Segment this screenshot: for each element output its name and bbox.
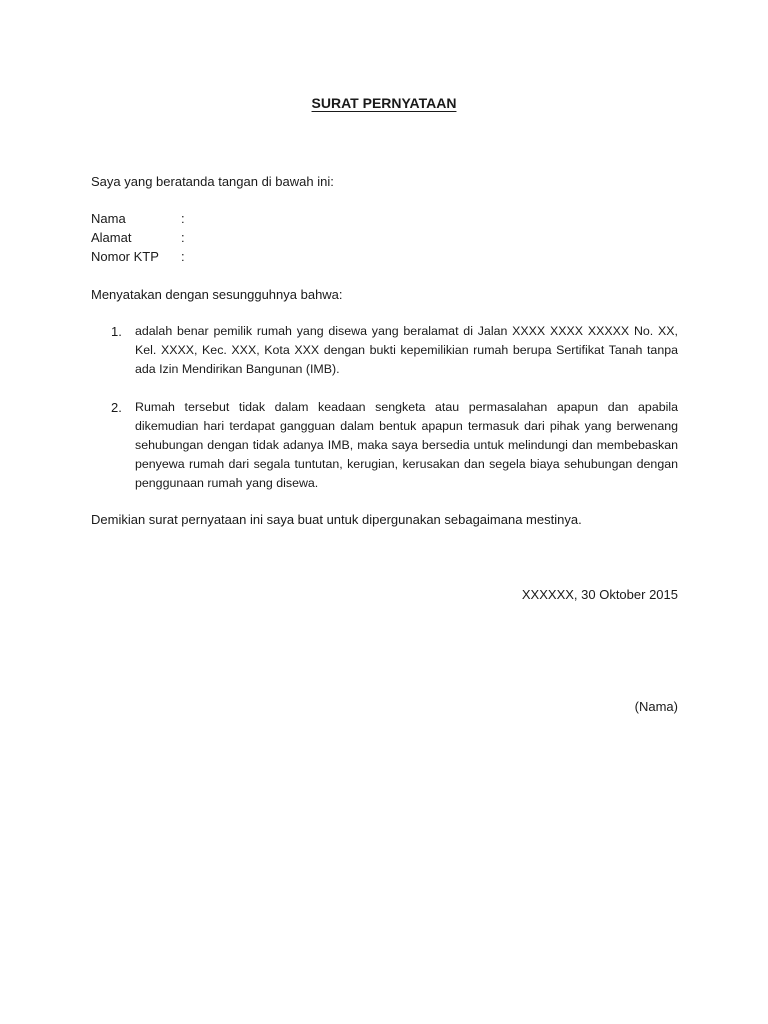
- signature-name: (Nama): [634, 699, 678, 714]
- field-colon: :: [181, 230, 185, 245]
- field-row-nama: [91, 209, 201, 228]
- list-item-text: Rumah tersebut tidak dalam keadaan sengketa atau permasalahan apapun dan apabila dikemudian hari terdapat gangguan dalam bentuk apapun termasuk dari pihak yang berwenang sehubungan dengan tidak adanya IMB, maka saya bersedia untuk melindungi dan membebaskan penyewa rumah dari segala tuntutan, kerugian, kerusakan dan segela biaya sehubungan dengan penggunaan rumah yang disewa.: [135, 400, 678, 490]
- list-item-number-wrap: [91, 398, 135, 493]
- field-label: Alamat: [91, 230, 132, 245]
- field-row-alamat: [91, 228, 201, 247]
- field-label: Nomor KTP: [91, 249, 159, 264]
- list-item-number-wrap: [91, 322, 135, 379]
- field-row-nomor-ktp: [91, 247, 201, 266]
- date-line: XXXXXX, 30 Oktober 2015: [521, 587, 678, 602]
- intro-text: Saya yang beratanda tangan di bawah ini:: [91, 174, 334, 189]
- document-title: [0, 94, 768, 113]
- field-label: Nama: [91, 211, 126, 226]
- identity-fields: [91, 209, 201, 266]
- statement-text: Menyatakan dengan sesungguhnya bahwa:: [91, 287, 343, 302]
- document-title-text: SURAT PERNYATAAN: [311, 95, 457, 111]
- field-colon: :: [181, 211, 185, 226]
- closing-text: Demikian surat pernyataan ini saya buat untuk dipergunakan sebagaimana mestinya.: [91, 512, 582, 527]
- list-item: [91, 322, 678, 379]
- list-item-text: adalah benar pemilik rumah yang disewa yang beralamat di Jalan XXXX XXXX XXXXX No. XX, Kel. XXXX, Kec. XXX, Kota XXX dengan bukti kepemilikian rumah berupa Sertifikat Tanah tanpa ada Izin Mendirikan Bangunan (IMB).: [135, 324, 678, 376]
- list-item-number: 1.: [111, 324, 122, 339]
- list-item-number: 2.: [111, 400, 122, 415]
- field-colon: :: [181, 249, 185, 264]
- statement-list: [91, 322, 678, 512]
- list-item: [91, 398, 678, 493]
